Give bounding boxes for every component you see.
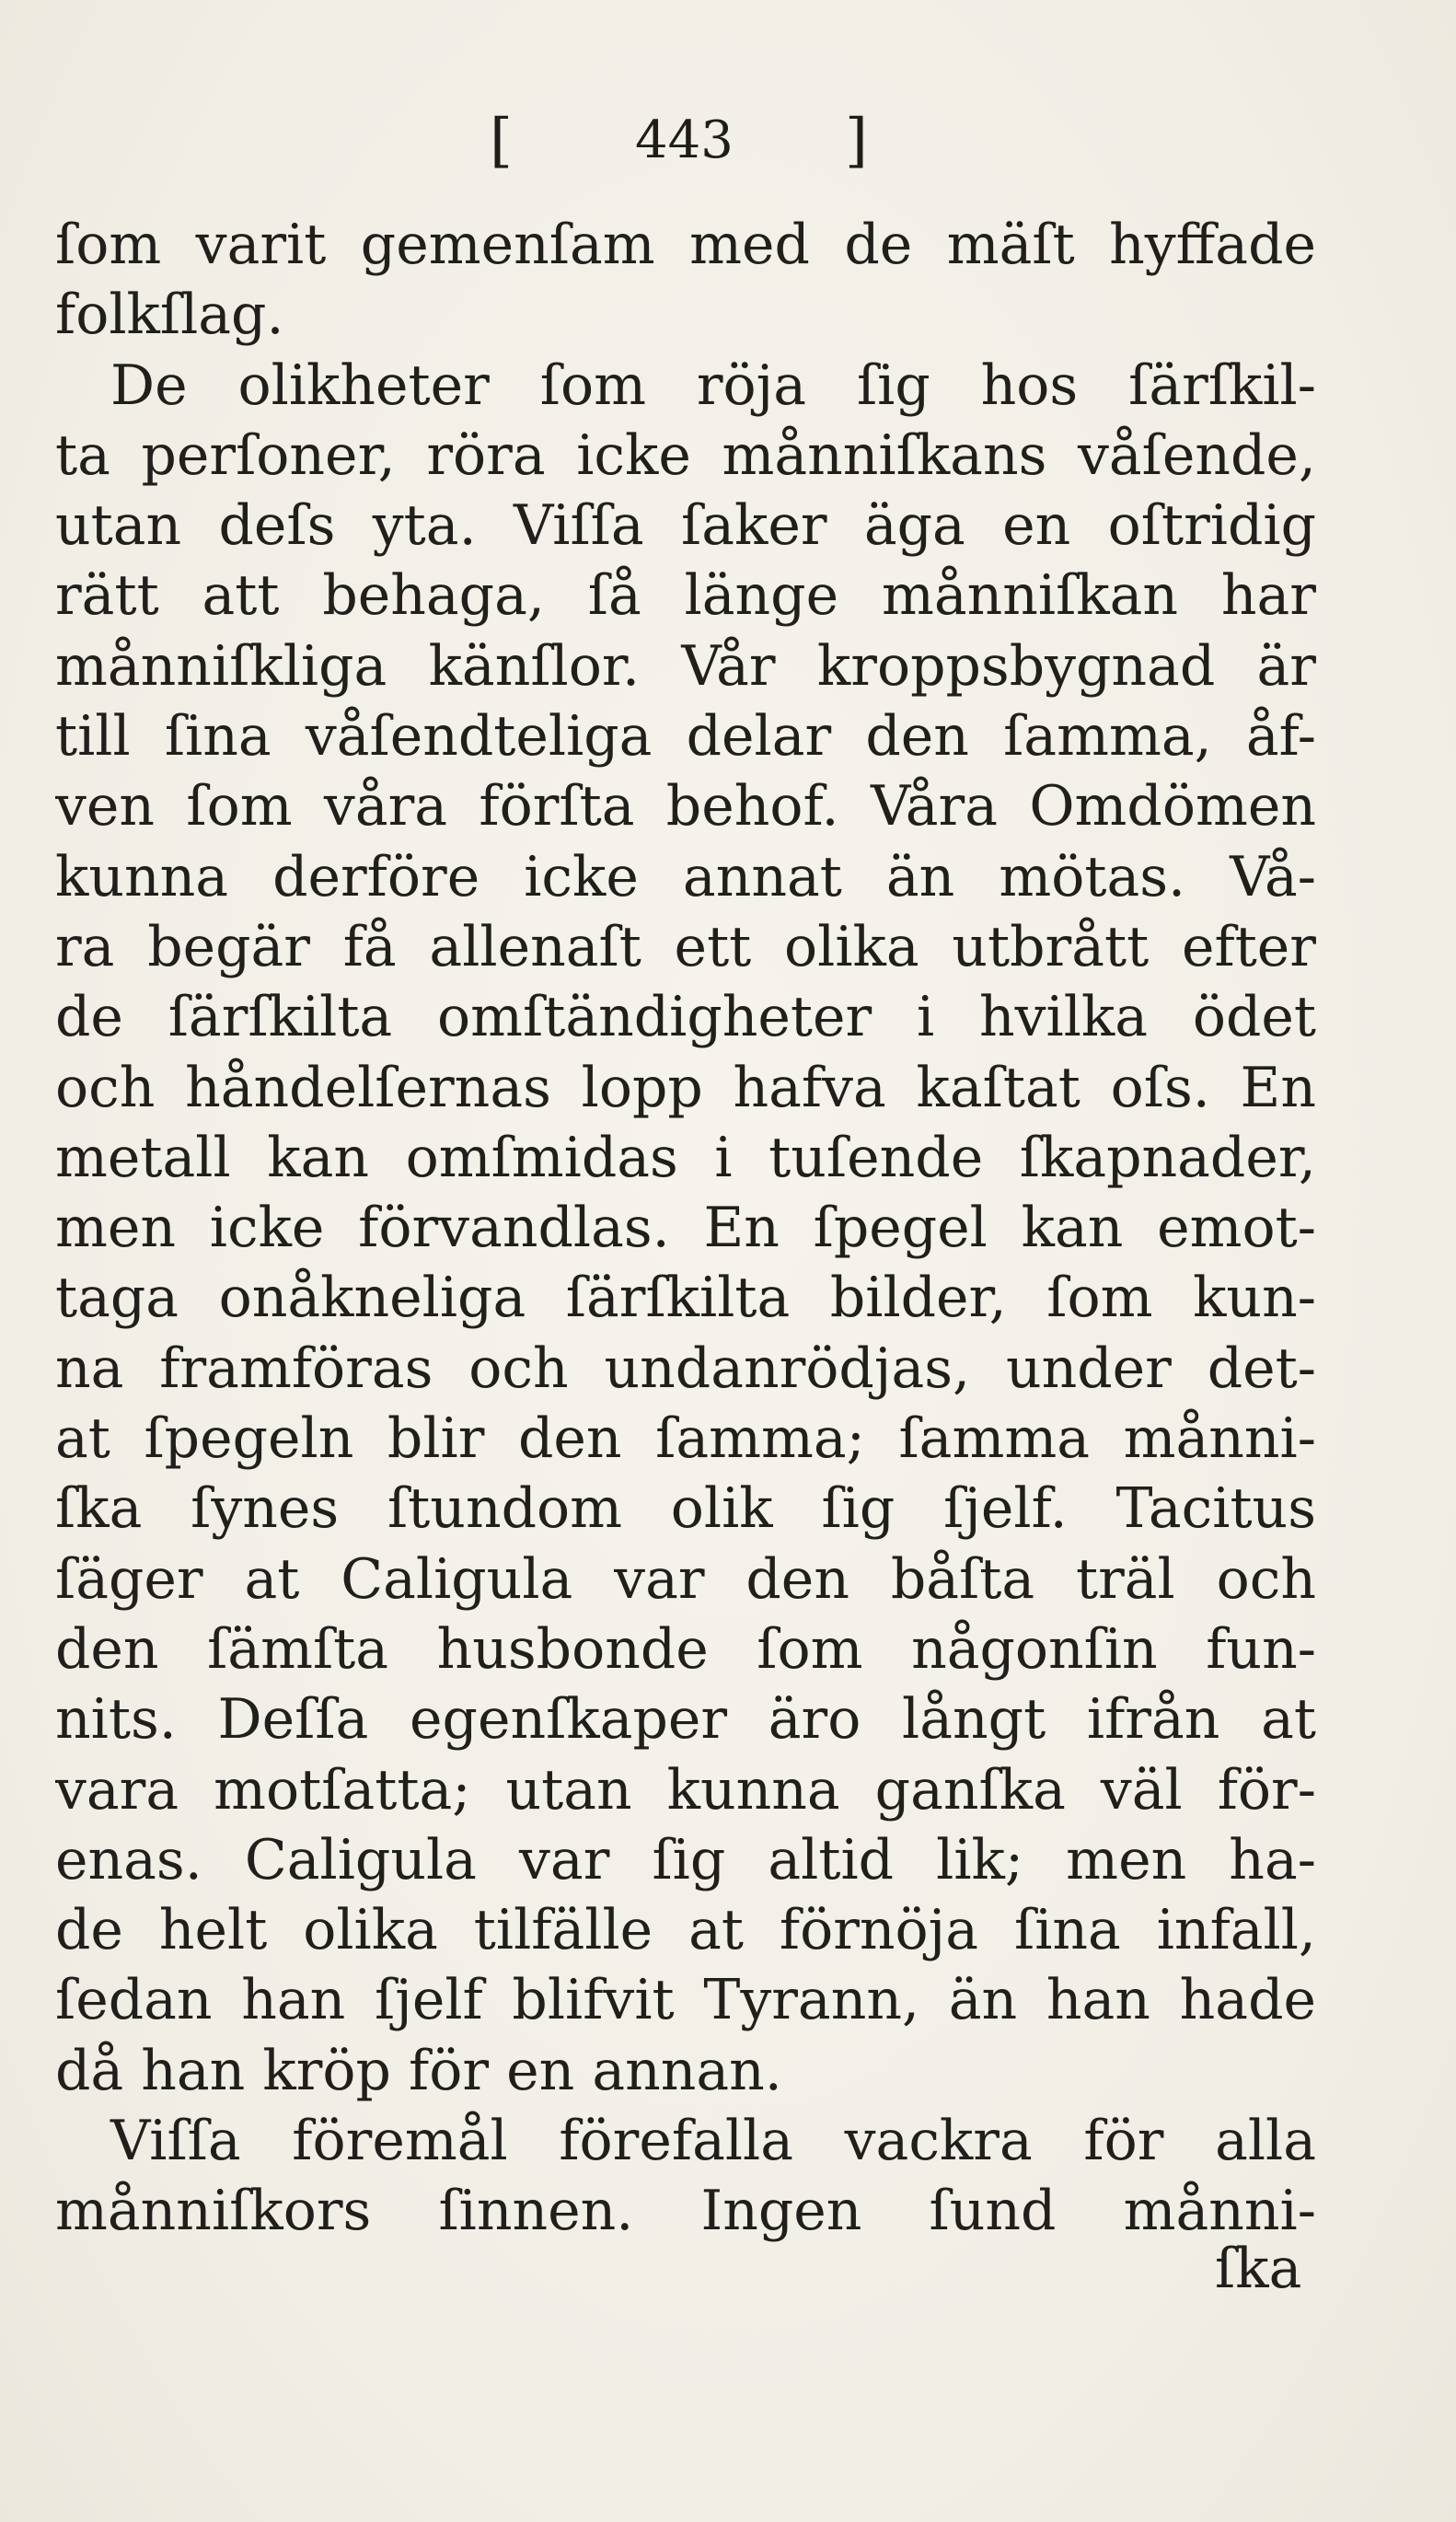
text-line: ta perſoner, röra icke månniſkans våſende, <box>55 422 1316 488</box>
text-line: taga onåkneliga ſärſkilta bilder, ſom kun- <box>55 1266 1316 1331</box>
text-line: na framföras och undanrödjas, under det- <box>55 1336 1316 1401</box>
text-line: at ſpegeln blir den ſamma; ſamma månni- <box>55 1406 1316 1472</box>
text-line: ſom varit gemenſam med de mäſt hyffade <box>55 213 1316 277</box>
text-line: vara motſatta; utan kunna ganſka väl för- <box>55 1757 1316 1822</box>
text-line: folkſlag. <box>55 283 284 348</box>
text-line: ven ſom våra förſta behof. Våra Omdömen <box>55 774 1316 839</box>
text-line: till ſina våſendteliga delar den ſamma, åf- <box>55 704 1316 769</box>
catchword: ſka <box>1215 2237 1302 2301</box>
header-bracket-left: [ <box>490 107 513 175</box>
text-line: kunna derföre icke annat än mötas. Vå- <box>55 844 1316 909</box>
text-line: de helt olika tilfälle at förnöja ſina infall, <box>55 1898 1316 1963</box>
text-line: metall kan omſmidas i tuſende ſkapnader, <box>55 1125 1316 1190</box>
text-line: ſka ſynes ſtundom olik ſig ſjelf. Tacitus <box>55 1476 1316 1542</box>
text-line: månniſkors ſinnen. Ingen ſund månni- <box>55 2179 1316 2244</box>
text-line: då han kröp för en annan. <box>55 2038 782 2103</box>
page-number: 443 <box>635 110 734 170</box>
text-line: Viſſa föremål förefalla vackra för alla <box>110 2109 1316 2174</box>
body-text <box>55 210 1316 2247</box>
text-line: den ſämſta husbonde ſom någonſin fun- <box>55 1616 1316 1682</box>
text-line: men icke förvandlas. En ſpegel kan emot- <box>55 1196 1316 1261</box>
text-line: ſäger at Caligula var den båſta träl och <box>55 1546 1316 1612</box>
text-line: rätt att behaga, ſå länge månniſkan har <box>55 563 1316 629</box>
text-line: ra begär få allenaſt ett olika utbrått efter <box>55 914 1316 979</box>
text-line: nits. Deſſa egenſkaper äro långt ifrån at <box>55 1687 1316 1753</box>
text-line: de ſärſkilta omſtändigheter i hvilka ödet <box>55 985 1316 1050</box>
text-line: enas. Caligula var ſig altid lik; men ha- <box>55 1827 1316 1892</box>
text-line: De olikheter ſom röja ſig hos ſärſkil- <box>110 353 1316 418</box>
text-line: utan deſs yta. Viſſa ſaker äga en oſtridig <box>55 493 1316 559</box>
text-line: ſedan han ſjelf blifvit Tyrann, än han hade <box>55 1968 1316 2033</box>
header-bracket-right: ] <box>845 107 868 175</box>
text-line: och håndelſernas lopp hafva kaſtat oſs. En <box>55 1055 1316 1120</box>
text-line: månniſkliga känſlor. Vår kroppsbygnad är <box>55 633 1316 699</box>
page-header <box>0 99 1456 182</box>
